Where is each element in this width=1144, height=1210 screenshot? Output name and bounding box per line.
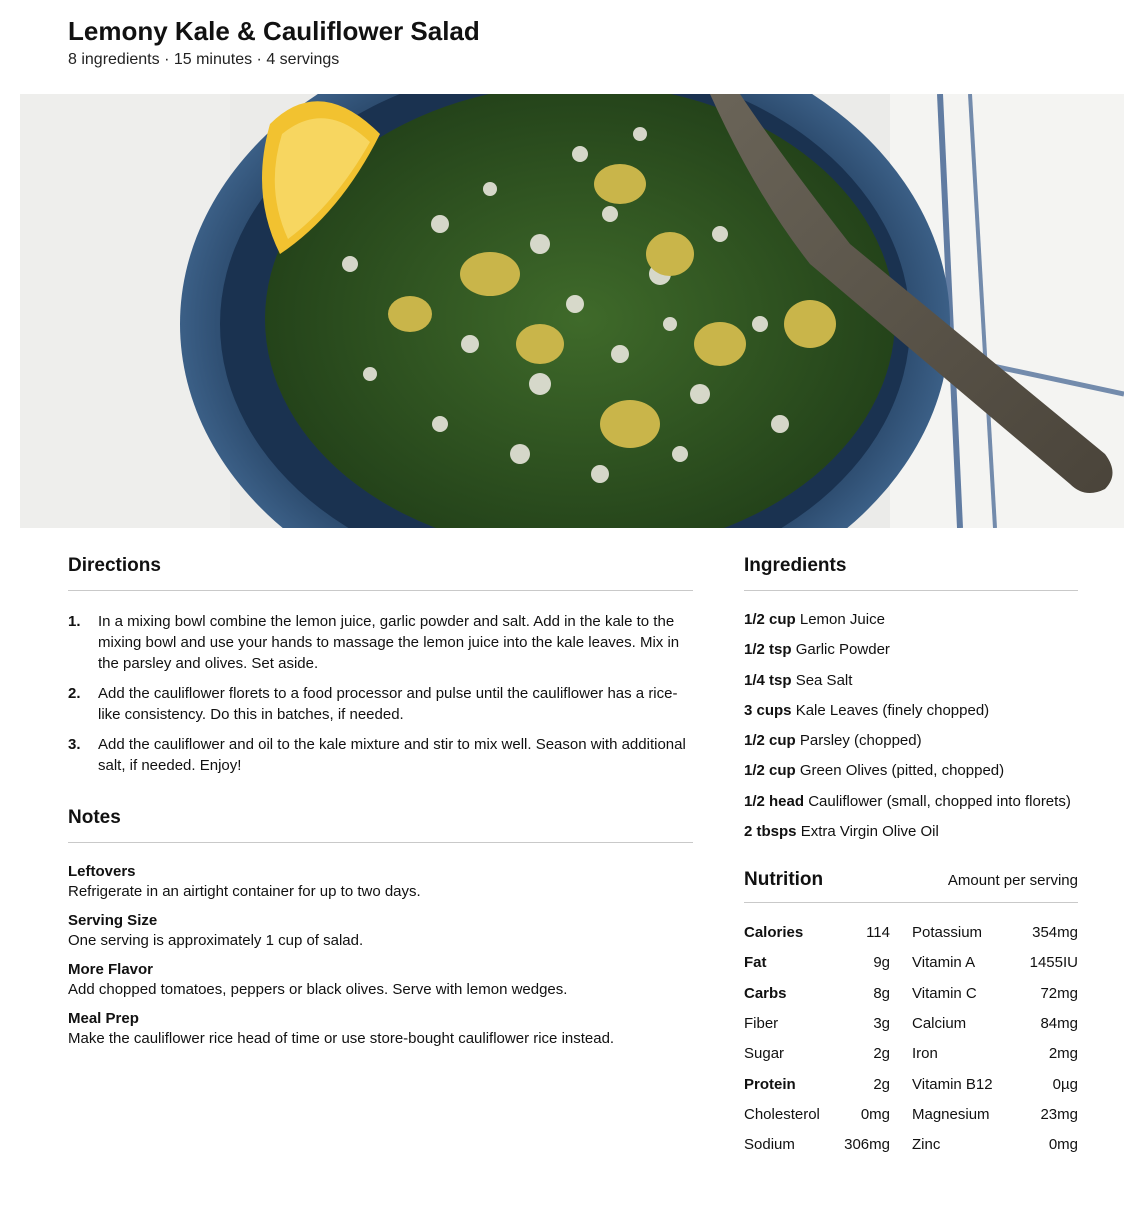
right-column [744, 555, 1078, 1160]
note-text: One serving is approximately 1 cup of salad. [68, 932, 364, 949]
nutrient-value: 3g [873, 1014, 890, 1032]
step-text: Add the cauliflower florets to a food processor and pulse until the cauliflower has a rice-like consistency. Do this in batches, if needed. [98, 685, 678, 723]
ingredient-amount: 1/2 tsp [744, 641, 792, 659]
nutrient-label: Vitamin A [912, 954, 976, 972]
ingredient-amount: 3 cups [744, 701, 792, 719]
direction-step [68, 734, 693, 776]
nutrient-value: 0mg [860, 1105, 890, 1123]
ingredient-name: Cauliflower (small, chopped into florets) [808, 792, 1071, 810]
recipe-title: Lemony Kale & Cauliflower Salad [68, 16, 480, 46]
ingredient-name: Kale Leaves (finely chopped) [795, 701, 990, 719]
nutrient-label: Calories [744, 924, 804, 942]
nutrient-label: Sugar [744, 1045, 785, 1063]
nutrient-value: 354mg [1032, 924, 1078, 942]
nutrient-value: 23mg [1040, 1105, 1078, 1123]
ingredient-amount: 1/2 cup [744, 762, 796, 780]
directions-heading: Directions [68, 555, 693, 591]
nutrient-label: Calcium [912, 1014, 967, 1032]
nutrient-label: Cholesterol [744, 1105, 820, 1123]
nutrient-value: 2mg [1048, 1045, 1078, 1063]
direction-step [68, 683, 693, 725]
ingredient-name: Sea Salt [795, 671, 853, 689]
nutrient-label: Vitamin C [912, 984, 977, 1002]
directions-list [68, 611, 693, 776]
ingredients-section [744, 555, 1078, 842]
ingredient-item [744, 792, 1078, 812]
direction-step [68, 611, 693, 674]
ingredient-amount: 1/4 tsp [744, 671, 792, 689]
nutrient-value: 114 [866, 924, 890, 942]
ingredient-amount: 1/2 cup [744, 732, 796, 750]
nutrient-spacer [890, 1130, 912, 1160]
note-item [68, 1009, 693, 1049]
ingredient-name: Garlic Powder [795, 641, 890, 659]
nutrition-table [744, 918, 1078, 1160]
ingredient-name: Parsley (chopped) [799, 732, 922, 750]
nutrient-value: 72mg [1040, 984, 1078, 1002]
nutrient-label: Magnesium [912, 1105, 990, 1123]
note-title: Serving Size [68, 912, 158, 929]
ingredient-amount: 1/2 head [744, 792, 805, 810]
step-number: 1. [68, 613, 81, 630]
step-text: In a mixing bowl combine the lemon juice, garlic powder and salt. Add in the kale to the mixing bowl and use your hands to massage the lemon juice into the kale leaves. Mix in the parsley and olives. Set aside. [98, 613, 680, 672]
note-item [68, 862, 693, 902]
note-item [68, 960, 693, 1000]
nutrient-value: 84mg [1040, 1014, 1078, 1032]
nutrient-label: Fat [744, 954, 767, 972]
nutrient-label: Fiber [744, 1014, 779, 1032]
nutrient-value: 0µg [1052, 1075, 1078, 1093]
nutrient-value: 2g [873, 1045, 890, 1063]
ingredient-item [744, 822, 1078, 842]
nutrient-spacer [890, 1009, 912, 1039]
ingredient-amount: 2 tbsps [744, 823, 797, 841]
nutrient-spacer [890, 1070, 912, 1100]
ingredient-name: Green Olives (pitted, chopped) [799, 762, 1005, 780]
nutrient-label: Protein [744, 1075, 796, 1093]
ingredients-heading: Ingredients [744, 555, 1078, 591]
ingredient-item [744, 731, 1078, 751]
left-column [68, 555, 693, 1058]
nutrient-label: Sodium [744, 1136, 795, 1154]
nutrition-section [744, 869, 1078, 1160]
nutrient-value: 2g [873, 1075, 890, 1093]
step-text: Add the cauliflower and oil to the kale mixture and stir to mix well. Season with additional salt, if needed. Enjoy! [98, 736, 686, 774]
ingredient-name: Lemon Juice [799, 611, 885, 628]
nutrient-spacer [890, 979, 912, 1009]
ingredient-item [744, 610, 1078, 630]
nutrient-label: Iron [912, 1045, 938, 1063]
note-title: Leftovers [68, 863, 136, 880]
ingredient-item [744, 640, 1078, 660]
note-text: Add chopped tomatoes, peppers or black olives. Serve with lemon wedges. [68, 981, 568, 998]
ingredient-name: Extra Virgin Olive Oil [800, 823, 939, 841]
recipe-photo [20, 94, 1124, 528]
nutrient-spacer [890, 948, 912, 978]
nutrient-value: 306mg [844, 1136, 890, 1154]
nutrient-value: 9g [873, 954, 890, 972]
ingredient-item [744, 671, 1078, 691]
note-text: Refrigerate in an airtight container for up to two days. [68, 883, 421, 900]
notes-heading: Notes [68, 807, 693, 843]
ingredients-list [744, 610, 1078, 842]
nutrition-serving-note: Amount per serving [947, 872, 1078, 890]
nutrient-label: Carbs [744, 984, 787, 1002]
nutrient-value: 1455IU [1029, 954, 1078, 972]
nutrition-heading: Nutrition [744, 869, 824, 891]
nutrient-spacer [890, 1039, 912, 1069]
ingredient-item [744, 701, 1078, 721]
nutrient-spacer [890, 918, 912, 948]
notes-list [68, 862, 693, 1049]
step-number: 2. [68, 685, 81, 702]
note-text: Make the cauliflower rice head of time or use store-bought cauliflower rice instead. [68, 1030, 615, 1047]
nutrient-label: Vitamin B12 [912, 1075, 993, 1093]
note-title: More Flavor [68, 961, 154, 978]
nutrient-value: 0mg [1048, 1136, 1078, 1154]
nutrient-spacer [890, 1100, 912, 1130]
directions-section [68, 555, 693, 776]
note-title: Meal Prep [68, 1010, 139, 1027]
nutrition-header [744, 869, 1078, 903]
recipe-subtitle: 8 ingredients · 15 minutes · 4 servings [68, 51, 340, 68]
nutrient-value: 8g [873, 984, 890, 1002]
note-item [68, 911, 693, 951]
ingredient-item [744, 761, 1078, 781]
notes-section [68, 807, 693, 1049]
nutrient-label: Potassium [912, 924, 983, 942]
ingredient-amount: 1/2 cup [744, 611, 796, 628]
step-number: 3. [68, 736, 81, 753]
nutrient-label: Zinc [912, 1136, 941, 1154]
